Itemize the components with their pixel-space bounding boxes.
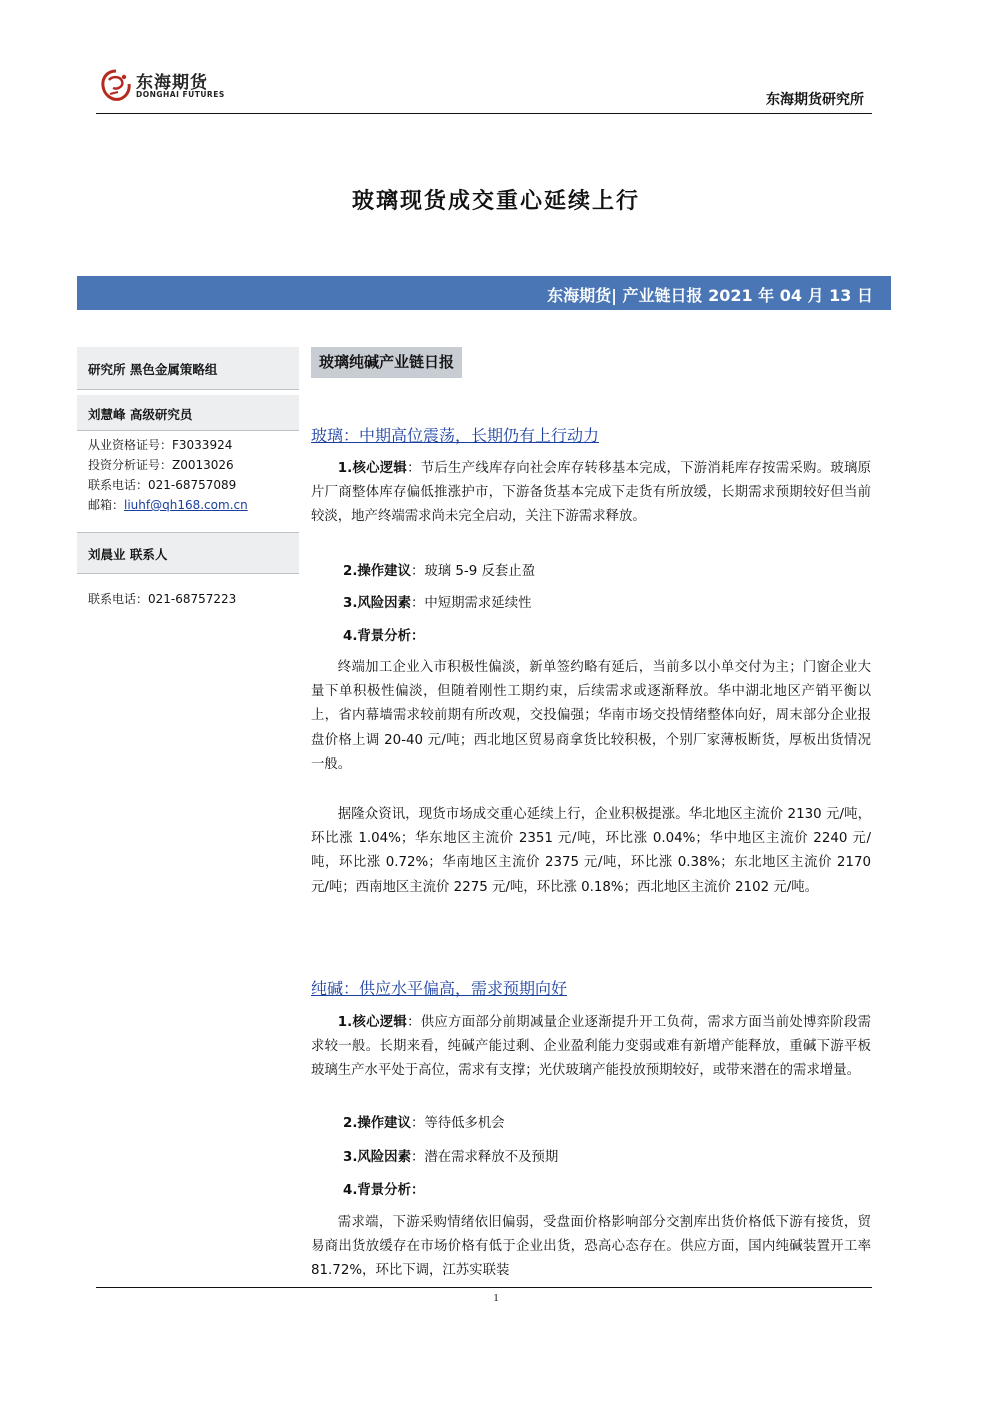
glass-background bbox=[343, 625, 424, 649]
sidebar-email-row bbox=[88, 496, 248, 513]
soda-core-logic bbox=[311, 1011, 871, 1084]
report-title: 玻璃现货成交重心延续上行 bbox=[351, 189, 640, 214]
soda-advice-label: 2.操作建议 bbox=[343, 1116, 411, 1131]
glass-advice bbox=[343, 560, 535, 584]
glass-risk-text: ：中短期需求延续性 bbox=[410, 596, 532, 611]
glass-logic-label: 1.核心逻辑 bbox=[337, 461, 408, 476]
banner-text: 东海期货| 产业链日报 2021 年 04 月 13 日 bbox=[547, 286, 873, 305]
soda-risk-text: ：潜在需求释放不及预期 bbox=[410, 1150, 559, 1165]
sidebar-cert-1: 从业资格证号：F3033924 bbox=[88, 438, 233, 452]
sidebar-divider bbox=[77, 573, 299, 574]
soda-risk bbox=[343, 1146, 558, 1170]
soda-logic-label: 1.核心逻辑 bbox=[337, 1015, 408, 1030]
glass-heading: 玻璃：中期高位震荡，长期仍有上行动力 bbox=[311, 426, 600, 445]
sidebar-email-link[interactable]: liuhf@qh168.com.cn bbox=[124, 498, 248, 512]
logo-text-en: DONGHAI FUTURES bbox=[136, 90, 225, 99]
glass-paragraph-1: 终端加工企业入市积极性偏淡，新单签约略有延后，当前多以小单交付为主；门窗企业大量下单积极性偏淡，但随着刚性工期约束，后续需求或逐渐释放。华中湖北地区产销平衡以上，省内幕墙需求较前期有所改观，交投偏强；华南市场交投情绪整体向好，周末部分企业报盘价格上调 20-40 元/吨；西北地区贸易商拿货比较积极，个别厂家薄板断货，厚板出货情况一般。 bbox=[311, 660, 871, 772]
sidebar-analyst-1: 刘慧峰 高级研究员 bbox=[88, 407, 193, 422]
logo-text-cn: 东海期货 bbox=[136, 73, 208, 93]
sidebar-phone-1: 联系电话：021-68757089 bbox=[88, 478, 237, 492]
soda-background bbox=[343, 1179, 424, 1203]
soda-bg-colon: ： bbox=[410, 1183, 425, 1198]
soda-logic-text: ：供应方面部分前期减量企业逐渐提升开工负荷，需求方面当前处博弈阶段需求较一般。长期来看，纯碱产能过剩、企业盈利能力变弱或难有新增产能释放，重碱下游平板玻璃生产水平处于高位，需求有支撑；光伏玻璃产能投放预期较好，或带来潜在的需求增量。 bbox=[311, 1015, 872, 1079]
sidebar-dept: 研究所 黑色金属策略组 bbox=[88, 362, 218, 377]
glass-risk-label: 3.风险因素 bbox=[343, 596, 411, 611]
institute-name: 东海期货研究所 bbox=[766, 92, 864, 108]
company-logo bbox=[98, 66, 228, 108]
soda-paragraph-1: 需求端，下游采购情绪依旧偏弱，受盘面价格影响部分交割库出货价格低下游有接货，贸易商出货放缓存在市场价格有低于企业出货，恐高心态存在。供应方面，国内纯碱装置开工率 81.72%，环比下调，江苏实联装 bbox=[311, 1215, 871, 1279]
sidebar-email-label: 邮箱： bbox=[88, 498, 125, 512]
glass-core-logic bbox=[311, 457, 871, 530]
soda-advice bbox=[343, 1112, 505, 1136]
glass-paragraph-2: 据隆众资讯，现货市场成交重心延续上行，企业积极提涨。华北地区主流价 2130 元/吨，环比涨 1.04%；华东地区主流价 2351 元/吨，环比涨 0.04%；华中地区主流价 2240 元/吨，环比涨 0.72%；华南地区主流价 2375 元/吨，环比涨 0.38%；东北地区主流价 2170 元/吨；西南地区主流价 2275 元/吨，环比涨 0.18%；西北地区主流价 2102 元/吨。 bbox=[311, 807, 871, 895]
page-number: 1 bbox=[493, 1292, 499, 1304]
soda-heading: 纯碱：供应水平偏高，需求预期向好 bbox=[311, 979, 568, 998]
sidebar-divider bbox=[77, 389, 299, 390]
soda-risk-label: 3.风险因素 bbox=[343, 1150, 411, 1165]
footer-divider bbox=[96, 1287, 872, 1288]
sidebar-divider bbox=[77, 430, 299, 431]
soda-bg-label: 4.背景分析 bbox=[343, 1183, 411, 1198]
report-banner bbox=[77, 276, 891, 310]
glass-advice-text: ：玻璃 5-9 反套止盈 bbox=[410, 564, 536, 579]
sidebar-phone-2: 联系电话：021-68757223 bbox=[88, 592, 237, 606]
glass-advice-label: 2.操作建议 bbox=[343, 564, 411, 579]
section-title: 玻璃纯碱产业链日报 bbox=[311, 347, 462, 378]
glass-logic-text: ：节后生产线库存向社会库存转移基本完成，下游消耗库存按需采购。玻璃原片厂商整体库存偏低推涨护市，下游备货基本完成下走货有所放缓，长期需求预期较好但当前较淡，地产终端需求尚未完全启动，关注下游需求释放。 bbox=[311, 461, 872, 525]
sidebar-analyst-2: 刘晨业 联系人 bbox=[88, 547, 168, 562]
header-divider bbox=[96, 113, 872, 114]
glass-bg-label: 4.背景分析 bbox=[343, 629, 411, 644]
soda-advice-text: ：等待低多机会 bbox=[410, 1116, 505, 1131]
sidebar-cert-2: 投资分析证号：Z0013026 bbox=[88, 458, 234, 472]
glass-bg-colon: ： bbox=[410, 629, 425, 644]
dragon-logo-icon bbox=[98, 68, 134, 104]
glass-risk bbox=[343, 592, 531, 616]
